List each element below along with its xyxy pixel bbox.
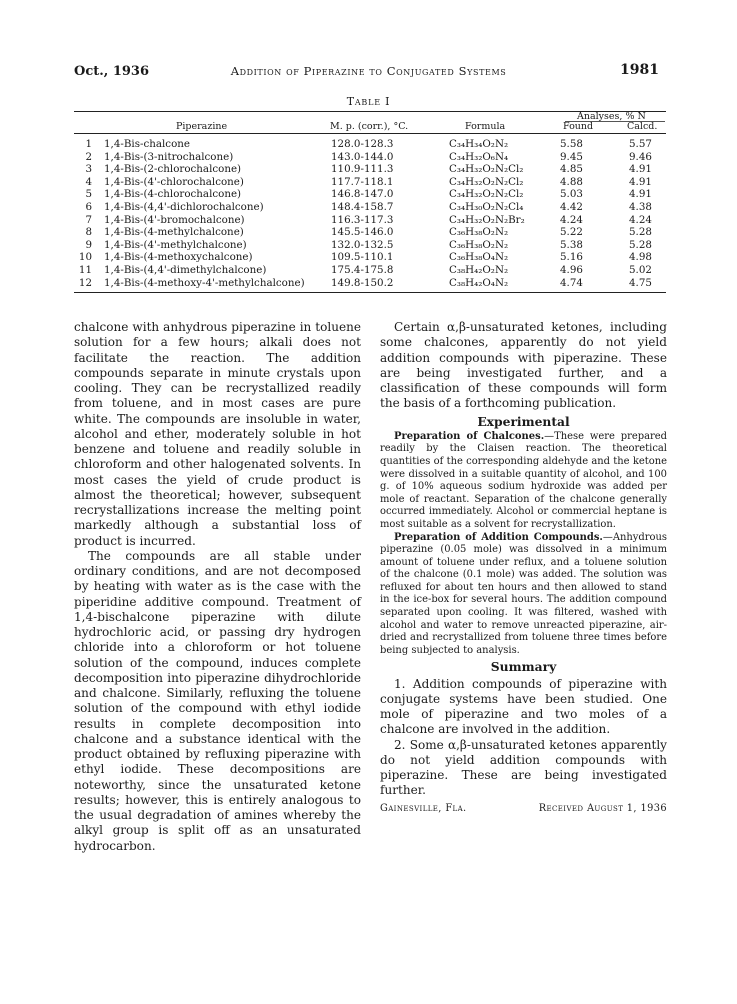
table-row <box>74 214 666 227</box>
found-value: 4.42 <box>560 200 583 213</box>
summary-item: 2. Some α,β-unsaturated ketones apparently do not yield addition compounds with piperazine. These are being investigated further. <box>380 737 667 798</box>
col-header-found: Found <box>563 121 594 132</box>
calcd-value: 4.24 <box>629 213 652 226</box>
melting-point: 128.0-128.3 <box>331 138 394 150</box>
formula: C₃₄H₃₂O₆N₄ <box>449 150 509 163</box>
calcd-value: 5.28 <box>629 226 652 239</box>
found-value: 5.38 <box>560 238 583 251</box>
body-paragraph: Certain α,β-unsaturated ketones, including some chalcones, apparently do not yield addition compounds with piperazine. These are being investigated further, and a classification of these compounds will form the basis of a forthcoming publication. <box>380 320 667 411</box>
row-number: 8 <box>85 226 92 239</box>
found-value: 4.24 <box>560 213 583 226</box>
compound-name: 1,4-Bis-(2-chlorochalcone) <box>104 163 242 176</box>
melting-point: 149.8-150.2 <box>331 276 394 289</box>
experimental-paragraph <box>380 431 667 532</box>
found-value: 5.03 <box>560 188 583 201</box>
page-number: 1981 <box>620 62 659 78</box>
table-row <box>74 251 666 264</box>
row-number: 9 <box>85 238 92 251</box>
col-header-piperazine: Piperazine <box>176 121 228 132</box>
calcd-value: 5.28 <box>629 238 652 251</box>
table-row <box>74 151 666 164</box>
calcd-value: 4.38 <box>629 200 652 213</box>
header-title-text: Addition of Piperazine to Conjugated Systems <box>230 64 507 78</box>
compound-name: 1,4-Bis-(3-nitrochalcone) <box>104 150 234 163</box>
table-row <box>74 239 666 252</box>
left-column <box>74 320 361 854</box>
table-title <box>0 95 737 108</box>
experimental-paragraph <box>380 532 667 658</box>
found-value: 5.16 <box>560 251 583 264</box>
calcd-value: 9.46 <box>629 150 652 163</box>
formula: C₃₈H₄₂O₂N₂ <box>449 263 509 276</box>
calcd-value: 5.02 <box>629 263 652 276</box>
col-header-mp: M. p. (corr.), °C. <box>330 121 409 132</box>
row-number: 12 <box>78 276 92 289</box>
found-value: 4.96 <box>560 263 583 276</box>
prep-addition-text: —Anhydrous piperazine (0.05 mole) was dissolved in a minimum amount of toluene under reflux, and a toluene solution of the chalcone (0.1 mole) was added. The solution was refluxed for about ten hours and then allowed to stand in the ice-box for several hours. The addition compound separated upon cooling. It was filtered, washed with alcohol and water to remove unreacted piperazine, air-dried and recrystallized from toluene three times before being subjected to analysis. <box>380 531 667 656</box>
row-number: 6 <box>85 200 92 213</box>
formula: C₃₄H₃₄O₂N₂ <box>449 138 509 150</box>
table-row <box>74 264 666 277</box>
table-bottom-rule <box>74 292 666 293</box>
melting-point: 145.5-146.0 <box>331 226 394 239</box>
found-value: 4.74 <box>560 276 583 289</box>
row-number: 10 <box>78 251 92 264</box>
compound-name: 1,4-Bis-(4'-chlorochalcone) <box>104 175 244 188</box>
col-header-calcd: Calcd. <box>627 121 658 132</box>
melting-point: 175.4-175.8 <box>331 263 394 276</box>
compound-name: 1,4-Bis-(4-methoxy-4'-methylchalcone) <box>104 276 305 289</box>
found-value: 5.22 <box>560 226 583 239</box>
formula: C₃₄H₃₀O₂N₂Cl₄ <box>449 200 524 213</box>
table-title-text: Table I <box>346 95 391 108</box>
prep-chalcones-text: —These were prepared readily by the Claisen reaction. The theoretical quantities of the corresponding aldehyde and the ketone were dissolved in a suitable quantity of alcohol, and 100 g. of 10% aqueous sodium hydroxide was added per mole of reactant. Separation of the chalcone generally occurred immediately. Alcohol or commercial heptane is most suitable as a solvent for recrystallization. <box>380 430 668 530</box>
table-row <box>74 138 666 151</box>
summary-item: 1. Addition compounds of piperazine with conjugate systems have been studied. One mole of piperazine and two moles of a chalcone are involved in the addition. <box>380 676 667 737</box>
row-number: 2 <box>85 150 92 163</box>
formula: C₃₄H₃₂O₂N₂Cl₂ <box>449 188 524 201</box>
compound-name: 1,4-Bis-(4-chlorochalcone) <box>104 188 242 201</box>
compound-name: 1,4-Bis-(4'-methylchalcone) <box>104 238 247 251</box>
melting-point: 117.7-118.1 <box>331 175 394 188</box>
compound-name: 1,4-Bis-(4-methylchalcone) <box>104 226 244 239</box>
calcd-value: 4.91 <box>629 175 652 188</box>
compound-name: 1,4-Bis-(4-methoxychalcone) <box>104 251 253 264</box>
experimental-heading: Experimental <box>477 413 570 429</box>
table-row <box>74 176 666 189</box>
formula: C₃₆H₃₈O₂N₂ <box>449 226 509 239</box>
melting-point: 116.3-117.3 <box>331 213 394 226</box>
formula: C₃₆H₃₈O₂N₂ <box>449 238 509 251</box>
formula: C₃₄H₃₂O₂N₂Cl₂ <box>449 163 524 176</box>
formula: C₃₈H₄₂O₄N₂ <box>449 276 509 289</box>
table-row <box>74 163 666 176</box>
prep-addition-heading: Preparation of Addition Compounds. <box>394 531 603 543</box>
found-value: 4.88 <box>560 175 583 188</box>
location: Gainesville, Fla. <box>380 802 467 814</box>
table-header-rule <box>74 133 666 134</box>
table-body <box>74 138 666 289</box>
row-number: 1 <box>85 138 92 150</box>
compound-name: 1,4-Bis-(4,4'-dichlorochalcone) <box>104 200 264 213</box>
header-date: Oct., 1936 <box>74 64 150 79</box>
found-value: 4.85 <box>560 163 583 176</box>
summary-heading: Summary <box>490 659 557 675</box>
melting-point: 148.4-158.7 <box>331 200 394 213</box>
melting-point: 110.9-111.3 <box>331 163 394 176</box>
calcd-value: 4.91 <box>629 188 652 201</box>
row-number: 3 <box>85 163 92 176</box>
compound-name: 1,4-Bis-(4'-bromochalcone) <box>104 213 245 226</box>
melting-point: 132.0-132.5 <box>331 238 394 251</box>
received-date: Received August 1, 1936 <box>538 802 667 814</box>
body-paragraph: The compounds are all stable under ordinary conditions, and are not decomposed by heating with water as is the case with the piperidine additive compound. Treatment of 1,4-bischalcone piperazine with dilute hydrochloric acid, or passing dry hydrogen chloride into a chloroform or hot toluene solution of the compound, induces complete decomposition into piperazine dihydrochloride and chalcone. Similarly, refluxing the toluene solution of the compound with ethyl iodide results in complete decomposition into chalcone and a substance identical with the product obtained by refluxing piperazine with ethyl iodide. These decompositions are noteworthy, since the unsaturated ketone results; however, this is entirely analogous to the usual degradation of amines whereby the alkyl group is split off as an unsaturated hydrocarbon. <box>74 548 361 853</box>
table-row <box>74 277 666 290</box>
melting-point: 143.0-144.0 <box>331 150 394 163</box>
table-row <box>74 201 666 214</box>
row-number: 5 <box>85 188 92 201</box>
prep-chalcones-heading: Preparation of Chalcones. <box>394 430 545 442</box>
row-number: 4 <box>85 175 92 188</box>
analyses-header: Analyses, % N <box>577 111 646 122</box>
formula: C₃₄H₃₂O₂N₂Cl₂ <box>449 175 524 188</box>
compound-name: 1,4-Bis-chalcone <box>104 138 191 150</box>
table-row <box>74 188 666 201</box>
compound-name: 1,4-Bis-(4,4'-dimethylchalcone) <box>104 263 267 276</box>
row-number: 7 <box>85 213 92 226</box>
found-value: 9.45 <box>560 150 583 163</box>
calcd-value: 5.57 <box>629 138 652 150</box>
formula: C₃₆H₃₈O₄N₂ <box>449 251 509 264</box>
calcd-value: 4.75 <box>629 276 652 289</box>
calcd-value: 4.91 <box>629 163 652 176</box>
table-row <box>74 226 666 239</box>
formula: C₃₄H₃₂O₂N₂Br₂ <box>449 213 525 226</box>
col-header-formula: Formula <box>465 121 506 132</box>
found-value: 5.58 <box>560 138 583 150</box>
signature-line <box>380 801 667 816</box>
calcd-value: 4.98 <box>629 251 652 264</box>
melting-point: 109.5-110.1 <box>331 251 394 264</box>
row-number: 11 <box>78 263 92 276</box>
right-column <box>380 320 667 816</box>
body-paragraph: chalcone with anhydrous piperazine in toluene solution for a few hours; alkali does not facilitate the reaction. The addition compounds separate in minute crystals upon cooling. They can be recrystallized readily from toluene, and in most cases are pure white. The compounds are insoluble in water, alcohol and ether, moderately soluble in hot benzene and toluene and readily soluble in chloroform and other halogenated solvents. In most cases the yield of crude product is almost the theoretical; however, subsequent recrystallizations increase the melting point markedly although a substantial loss of product is incurred. <box>74 320 361 548</box>
melting-point: 146.8-147.0 <box>331 188 394 201</box>
